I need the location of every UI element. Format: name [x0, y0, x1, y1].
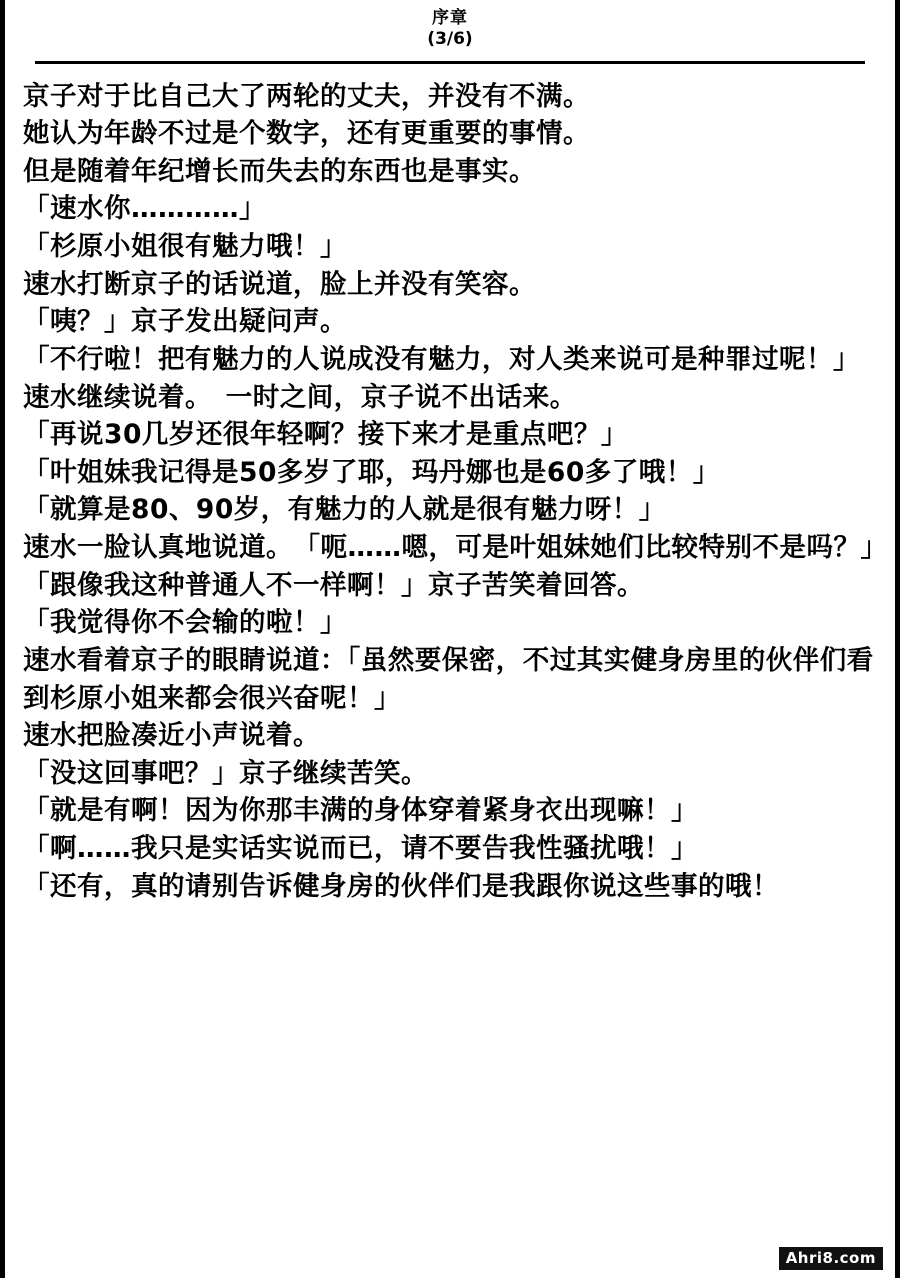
story-paragraph: 「还有，真的请别告诉健身房的伙伴们是我跟你说这些事的哦！: [23, 870, 779, 902]
story-paragraph: 京子对于比自己大了两轮的丈夫，并没有不满。: [23, 80, 590, 112]
story-body: [23, 78, 888, 906]
story-paragraph: 「速水你…………」: [23, 193, 266, 225]
chapter-title: 序章: [432, 8, 468, 28]
story-paragraph: 「没这回事吧？」京子继续苦笑。: [23, 757, 428, 789]
story-paragraph: 她认为年龄不过是个数字，还有更重要的事情。: [23, 118, 590, 150]
story-paragraph: 「再说30几岁还很年轻啊？接下来才是重点吧？」: [23, 419, 628, 451]
page-header: [5, 0, 895, 51]
story-paragraph: 「我觉得你不会输的啦！」: [23, 607, 347, 639]
story-paragraph: 「就是有啊！因为你那丰满的身体穿着紧身衣出现嘛！」: [23, 795, 698, 827]
story-paragraph: 但是随着年纪增长而失去的东西也是事实。: [23, 155, 536, 187]
story-paragraph: 速水一脸认真地说道。 「呃……嗯，可是叶姐妹她们比较特别不是吗？」: [23, 532, 888, 563]
page-indicator: (3/6): [427, 29, 473, 50]
story-paragraph: 「跟像我这种普通人不一样啊！」京子苦笑着回答。: [23, 569, 644, 601]
story-paragraph: 速水看着京子的眼睛说道：「虽然要保密，不过其实健身房里的伙伴们看到杉原小姐来都会很兴奋呢！」: [23, 644, 874, 714]
story-paragraph: 速水把脸凑近小声说着。: [23, 720, 320, 752]
story-paragraph: 速水继续说着。 一时之间，京子说不出话来。: [23, 381, 577, 413]
story-paragraph: 「不行啦！把有魅力的人说成没有魅力，对人类来说可是种罪过呢！」: [23, 343, 860, 375]
story-paragraph: 「杉原小姐很有魅力哦！」: [23, 231, 347, 262]
story-paragraph: 「叶姐妹我记得是50多岁了耶，玛丹娜也是60多了哦！」: [23, 456, 720, 488]
watermark-badge: Ahri8.com: [779, 1247, 883, 1270]
story-paragraph: 「就算是80、90岁，有魅力的人就是很有魅力呀！」: [23, 494, 666, 526]
story-paragraph: 速水打断京子的话说道，脸上并没有笑容。: [23, 268, 536, 300]
header-divider: [35, 61, 865, 64]
story-paragraph: 「咦？」京子发出疑问声。: [23, 306, 347, 338]
story-paragraph: 「啊……我只是实话实说而已，请不要告我性骚扰哦！」: [23, 833, 698, 864]
